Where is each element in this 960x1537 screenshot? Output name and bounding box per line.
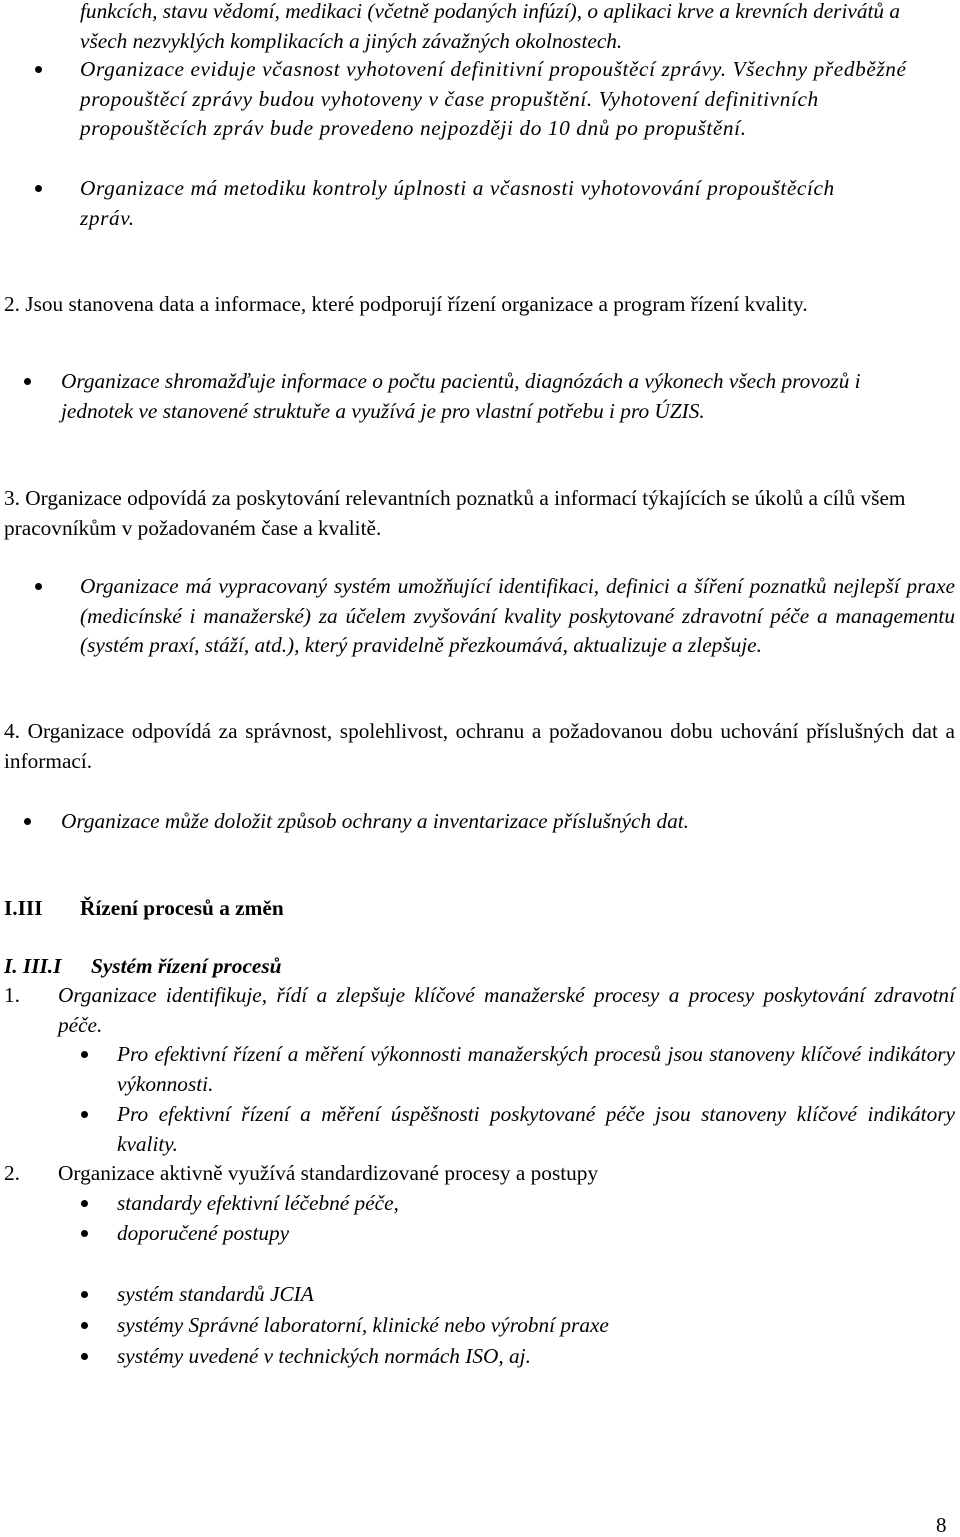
bullet-icon [81,1230,88,1237]
bullet-icon [81,1291,88,1298]
bullet-icon [81,1322,88,1329]
numbered-item-3: 3. Organizace odpovídá za poskytování relevantních poznatků a informací týkajících se úkolů a cílů všem pracovníkům v požadovaném čase a kvalitě. [4,486,906,540]
bullet-text: Organizace má metodiku kontroly úplnosti a včasnosti vyhotovování propouštěcích zpráv. [80,176,835,230]
bullet-text: systémy uvedené v technických normách ISO, aj. [117,1344,531,1368]
bullet-text: Organizace má vypracovaný systém umožňující identifikaci, definici a šíření poznatků nejlepší praxe (medicínské i manažerské) za účelem zvyšování kvality poskytované zdravotní péče a managementu (systém praxí, stáží, atd.), který pravidelně přezkoumává, aktualizuje a zlepšuje. [80,574,955,658]
page-number: 8 [936,1513,947,1537]
bullet-icon [35,66,42,73]
bullet-icon [81,1111,88,1118]
bullet-text: Pro efektivní řízení a měření úspěšnosti poskytované péče jsou stanoveny klíčové indikátory kvality. [117,1102,955,1156]
numbered-text: Organizace identifikuje, řídí a zlepšuje klíčové manažerské procesy a procesy poskytování zdravotní péče. [58,983,955,1037]
numbered-item-2: 2. Jsou stanovena data a informace, které podporují řízení organizace a program řízení kvality. [4,292,808,316]
bullet-text: systém standardů JCIA [117,1282,314,1306]
section-title: Řízení procesů a změn [80,896,284,920]
bullet-icon [35,583,42,590]
list-number: 1. [4,983,20,1007]
bullet-text: standardy efektivní léčebné péče, [117,1191,399,1215]
numbered-item-4: 4. Organizace odpovídá za správnost, spolehlivost, ochranu a požadovanou dobu uchování příslušných dat a informací. [4,719,955,773]
subsection-title: Systém řízení procesů [91,954,282,978]
bullet-icon [35,185,42,192]
numbered-text: Organizace aktivně využívá standardizované procesy a postupy [58,1161,599,1185]
bullet-text: Organizace eviduje včasnost vyhotovení definitivní propouštěcí zprávy. Všechny předběžné propouštěcí zprávy budou vyhotoveny v čase propuštění. Vyhotovení definitivních propouštěcích zpráv bude provedeno nejpozději do 10 dnů po propuštění. [80,57,907,141]
bullet-icon [24,378,31,385]
bullet-text: Organizace shromažďuje informace o počtu pacientů, diagnózách a výkonech všech provozů i jednotek ve stanovené struktuře a využívá je pro vlastní potřebu i pro ÚZIS. [61,369,861,423]
bullet-icon [81,1051,88,1058]
bullet-text: Organizace může doložit způsob ochrany a inventarizace příslušných dat. [61,809,689,833]
bullet-icon [24,818,31,825]
bullet-text: systémy Správné laboratorní, klinické nebo výrobní praxe [117,1313,609,1337]
bullet-icon [81,1353,88,1360]
bullet-text: doporučené postupy [117,1221,290,1245]
section-number: I.III [4,896,43,920]
subsection-number: I. III.I [4,954,62,978]
list-number: 2. [4,1161,20,1185]
paragraph-continuation: funkcích, stavu vědomí, medikaci (včetně podaných infúzí), o aplikaci krve a krevních derivátů a všech nezvyklých komplikacích a jiných závažných okolnostech. [80,0,901,53]
bullet-text: Pro efektivní řízení a měření výkonnosti manažerských procesů jsou stanoveny klíčové indikátory výkonnosti. [117,1042,955,1096]
bullet-icon [81,1200,88,1207]
